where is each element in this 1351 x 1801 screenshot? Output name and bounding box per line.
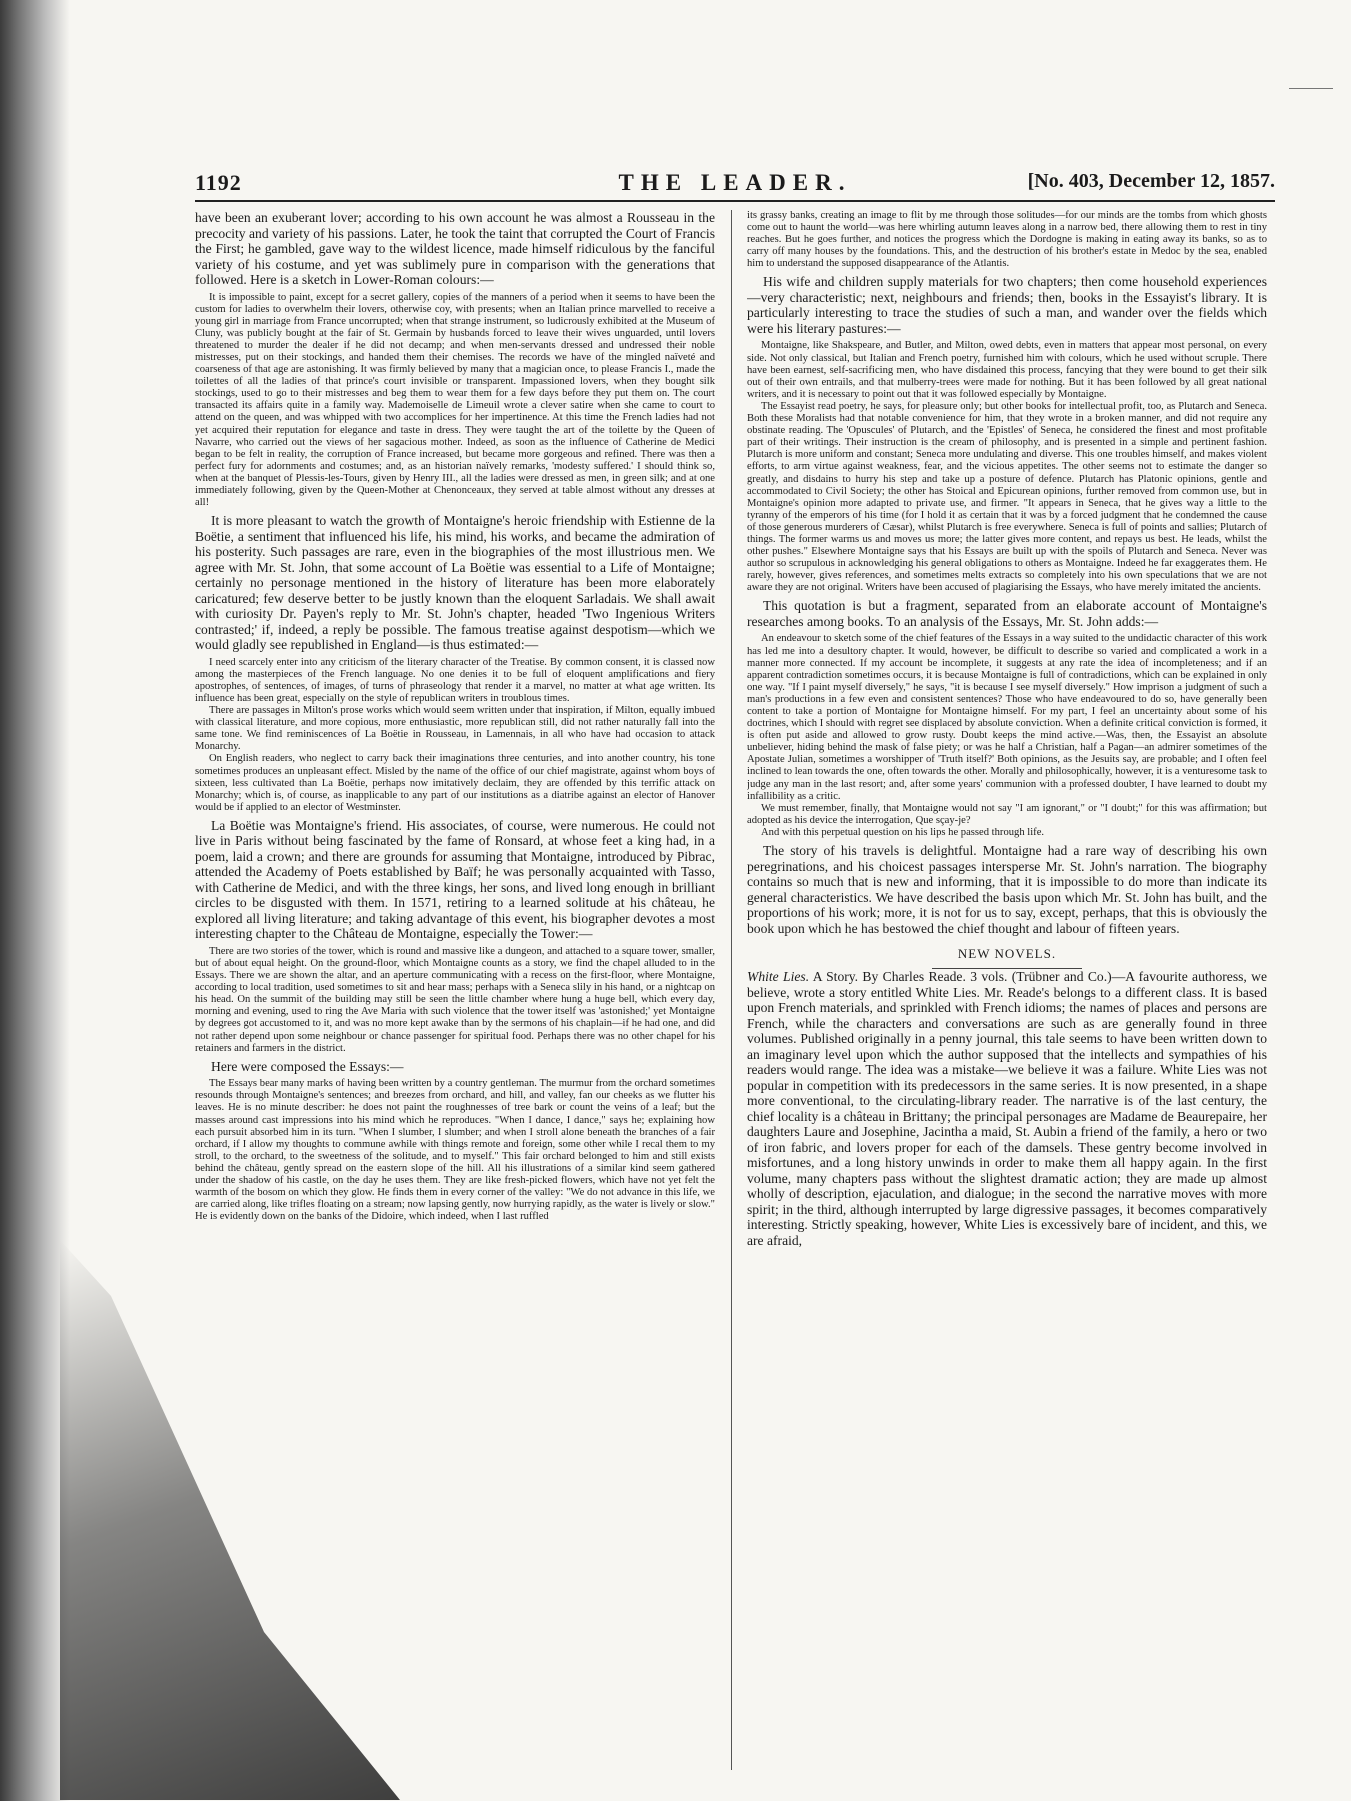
review-text: A Story. By Charles Reade. 3 vols. (Trübner and Co.)—A favourite authoress, we believe, wrote a story entitled White Lies. Mr. Reade's belongs to a different class. It is based upon French materials, and sprinkled with French idioms; the names of places and persons are French, while the characters and conversations are such as are generally found in three volumes. Published originally in a penny journal, this tale seems to have been written down to an imaginary level upon which the author supposed that the intellects and sympathies of his readers would range. The idea was a mistake—we believe it was a failure. White Lies was not popular in competition with its predecessors in the same series. It is now presented, in a shape more conventional, to the circulating-library reader. The narrative is of the last century, the chief locality is a château in Brittany; the principal personages are Madame de Beaurepaire, her daughters Laure and Josephine, Jacintha a maid, St. Aubin a friend of the family, a hero or two of iron fabric, and lovers proper for each of the damsels. These gentry become involved in misfortunes, and a long history unwinds in order to make them all happy again. In the first volume, many chapters pass without the slightest dramatic action; they are made up almost wholly of description, ejaculation, and dialogue; in the second the narrative moves with more spirit; in the third, although interrupted by large digressive passages, it becomes comparatively interesting. Strictly speaking, however, White Lies is excessively bare of incident, and this, we are afraid,: [747, 969, 1267, 1248]
body-paragraph: His wife and children supply materials for two chapters; then come household experiences—very characteristic; next, neighbours and friends; then, books in the Essayist's library. It is particularly interesting to trace the studies of such a man, and wander over the fields which were his literary pastures:—: [747, 274, 1267, 336]
body-paragraph: have been an exuberant lover; according to his own account he was almost a Rousseau in the precocity and variety of his passions. Later, he took the taint that corrupted the Court of Francis the First; he gambled, gave way to the wildest licence, made himself ridiculous by the fanciful variety of his costume, and yet was sublimely pure in comparison with the generations that followed. Here is a sketch in Lower-Roman colours:—: [195, 210, 715, 287]
columns: [195, 210, 1275, 1785]
body-paragraph: La Boëtie was Montaigne's friend. His associates, of course, were numerous. He could not live in Paris without being fascinated by the fame of Ronsard, at whose feet a king had, in a poem, laid a crown; and there are grounds for assuming that Montaigne, introduced by Pibrac, attended the Academy of Poets established by Baïf; he was personally acquainted with Tasso, with Catherine de Medici, and with the three kings, her sons, and lived long enough in brilliant circles to be disgusted with them. In 1571, retiring to a learned solitude at his château, he explored all living literature; and taking advantage of this event, his biographer devotes a most interesting chapter to the Château de Montaigne, especially the Tower:—: [195, 817, 715, 942]
masthead: THE LEADER.: [618, 170, 852, 195]
quoted-extract: On English readers, who neglect to carry back their imaginations three centuries, and into another country, his tone sometimes produces an unpleasant effect. Misled by the name of the office of our chief magistrate, against whom boys of sixteen, less cultivated than La Boëtie, perhaps now imitatively declaim, they are offended by this terrific attack on Monarchy; which is, of course, as inapplicable to any part of our institutions as a diatribe against an elector of Hanover would be if applied to an elector of Westminster.: [195, 753, 715, 813]
body-paragraph: This quotation is but a fragment, separated from an elaborate account of Montaigne's researches among books. To an analysis of the Essays, Mr. St. John adds:—: [747, 598, 1267, 629]
body-paragraph: The story of his travels is delightful. Montaigne had a rare way of describing his own peregrinations, and his choicest passages intersperse Mr. St. John's narration. The biography contains so much that is new and informing, that it is impossible to do more than indicate its general characteristics. We have described the basis upon which Mr. St. John has built, and the proportions of his work; more, it is not for us to say, except, perhaps, that this is obviously the book upon which he has bestowed the chief thought and labour of fifteen years.: [747, 843, 1267, 936]
quoted-extract: I need scarcely enter into any criticism of the literary character of the Treatise. By common consent, it is classed now among the masterpieces of the French language. No one denies it to be full of eloquent amplifications and fiery apostrophes, of sentences, of images, of turns of phraseology that render it a marvel, no matter at what age written. Its influence has been great, especially on the style of republican writers in troublous times.: [195, 656, 715, 704]
page-header: [195, 170, 1275, 202]
quoted-extract: its grassy banks, creating an image to flit by me through those solitudes—for our minds are the tombs from which ghosts come out to haunt the world—was here whirling autumn leaves along in a narrow bed, there allowing them to rest in tiny reaches. But he goes further, and notices the progress which the Dordogne is making in eating away its banks, so as to carry off many houses by the foundations. This, and the destruction of his brother's estate in Medoc by the sea, enabled him to understand the supposed disappearance of the Atlantis.: [747, 210, 1267, 270]
quoted-extract: An endeavour to sketch some of the chief features of the Essays in a way suited to the undidactic character of this work has led me into a desultory chapter. It would, however, be difficult to describe so varied and complicated a work in a manner more connected. If my account be incomplete, it suggests at any rate the idea of incompleteness; and if an apparent contradiction sometimes occurs, it is because Montaigne is full of contradictions, which can be explained in only one way. "If I paint myself diversely," he says, "it is because I see myself diversely." How imprison a judgment of such a man's productions in a few even and consistent sentences? Those who have endeavoured to do so, have generally been content to take a portion of Montaigne for Montaigne himself. For my part, I feel an uncertainty about some of his doctrines, which I should with regret see displaced by absolute conviction. When a definite critical conviction is formed, it is often put aside and allowed to grow rusty. Doubt keeps the mind active.—Was, then, the Essayist an absolute unbeliever, hiding behind the mask of false piety; or was he half a Christian, half a Pagan—an admirer sometimes of the Apostate Julian, sometimes a worshipper of 'Truth itself?' Both opinions, as the Jesuits say, are probable; and I often feel inclined to lean towards the one, often towards the other. Morally and philosophically, however, it is a venturesome task to judge any man in the last resort; and, after some years' communion with a professed doubter, I have learned to doubt my infallibility as a critic.: [747, 633, 1267, 802]
newspaper-page: [195, 170, 1275, 1785]
right-column: [747, 210, 1267, 1785]
corner-mark: [1289, 88, 1333, 89]
body-paragraph: It is more pleasant to watch the growth of Montaigne's heroic friendship with Estienne de la Boëtie, a sentiment that influenced his life, his mind, his works, and became the admiration of his posterity. Such passages are rare, even in the biographies of the most illustrious men. We agree with Mr. St. John, that some account of La Boëtie was essential to a Life of Montaigne; certainly no personage mentioned in the history of literature has been more elaborately caricatured; few deserve better to be justly known than the eloquent Sarladais. We shall await with curiosity Dr. Payen's reply to Mr. St. John's chapter, headed 'Two Ingenious Writers contrasted;' if, indeed, a reply be possible. The famous treatise against despotism—which we would gladly see republished in England—is thus estimated:—: [195, 513, 715, 653]
book-review: [747, 969, 1267, 1248]
section-heading: NEW NOVELS.: [957, 946, 1057, 962]
page-number: 1192: [195, 170, 242, 195]
book-binding-shadow: [0, 0, 70, 1801]
body-paragraph: Here were composed the Essays:—: [211, 1058, 404, 1074]
quoted-extract: Montaigne, like Shakspeare, and Butler, and Milton, owed debts, even in matters that appear most personal, on every side. Not only classical, but Italian and French poetry, furnished him with colours, which he used without scruple. There have been earnest, self-sacrificing men, who have disdained this process, fancying that they were bound to get their silk out of their own entrails, and that mulberry-trees were made for nothing. But it has been followed by all great national writers, and it is necessary to point out that it was followed especially by Montaigne.: [747, 340, 1267, 400]
quoted-extract: The Essayist read poetry, he says, for pleasure only; but other books for intellectual profit, too, as Plutarch and Seneca. Both these Moralists had that notable convenience for him, that they wrote in a broken manner, and did not require any obstinate reading. The 'Opuscules' of Plutarch, and the 'Epistles' of Seneca, he considered the finest and most profitable part of their writings. Their instruction is the cream of philosophy, and is presented in a simple and pertinent fashion. Plutarch is more uniform and constant; Seneca more undulating and diverse. This one troubles himself, and makes violent efforts, to arm virtue against weakness, fear, and the vicious appetites. The other seems not to estimate the danger so greatly, and disdains to hurry his step and take up a posture of defence. Plutarch has Platonic opinions, gentle and accommodated to Civil Society; the other has Stoical and Epicurean opinions, further removed from common use, but in Montaigne's opinion more adapted to private use, and firmer. "It appears in Seneca, that he gives way a little to the tyranny of the emperors of his time (for I hold it as certain that it was by a forced judgment that he condemned the cause of those generous murderers of Cæsar), whilst Plutarch is free everywhere. Seneca is full of points and sallies; Plutarch of things. The former warms us and moves us more; the latter gives more content, and repays us best. He leads, whilst the other pushes." Elsewhere Montaigne says that his Essays are built up with the spoils of Plutarch and Seneca. Never was author so scrupulous in acknowledging his general obligations to others as Montaigne. Indeed he far exaggerates them. He rarely, however, gives references, and sometimes melts extracts so completely into his own speculations that we are not aware they are not original. Writers have been accused of plagiarising the Essays, who have merely imitated the ancients.: [747, 400, 1267, 594]
quoted-extract: There are two stories of the tower, which is round and massive like a dungeon, and attached to a square tower, smaller, but of about equal height. On the ground-floor, which Montaigne counts as a story, we find the chapel alluded to in the Essays. There we are shown the altar, and an aperture communicating with a recess on the first-floor, where Montaigne, according to local tradition, used sometimes to sit and hear mass; perhaps with a Seneca slily in his hand, or a nightcap on his head. On the summit of the building may still be seen the little chamber where hung a huge bell, which every day, morning and evening, used to ring the Ave Maria with such violence that the tower itself was 'astonished;' yet Montaigne by degrees got accustomed to it, and was no more kept awake than by the sermons of his chaplain—if he had one, and did not rather depend upon some neighbour or chance passenger for spiritual food. Perhaps there was no other chapel for his retainers and farmers in the district.: [195, 945, 715, 1054]
quoted-extract: We must remember, finally, that Montaigne would not say "I am ignorant," or "I doubt;" for this was affirmation; but adopted as his device the interrogation, Que sçay-je?: [747, 802, 1267, 826]
quoted-extract: The Essays bear many marks of having been written by a country gentleman. The murmur from the orchard sometimes resounds through Montaigne's sentences; and breezes from orchard, and hill, and valley, fan our cheeks as we flutter his leaves. He is no minute describer: he does not paint the roughnesses of tree bark or count the veins of a leaf; but the masses around cast impressions into his mind which he reproduces. "When I dance, I dance," says he; explaining how each pursuit absorbed him in its turn. "When I slumber, I slumber; and when I stroll alone beneath the branches of a fair orchard, if I allow my thoughts to commune awhile with things remote and foreign, some other while I recal them to my stroll, to the orchard, to the sweetness of the solitude, and to myself." This fair orchard belonged to him and still exists behind the château, gently spread on the eastern slope of the hill. All his illustrations of a similar kind seem gathered under the shadow of his castle, on the day he uses them. They are like fresh-picked flowers, which have not yet felt the warmth of the bosom on which they glow. He finds them in every corner of the valley: "We do not advance in this life, we are carried along, like trifles floating on a stream; now lapsing gently, now hurrying rapidly, as the water is lively or slow." He is evidently down on the banks of the Didoire, which indeed, when I last ruffled: [195, 1078, 715, 1223]
issue-date: [No. 403, December 12, 1857.: [1027, 170, 1275, 192]
quoted-extract: There are passages in Milton's prose works which would seem written under that inspiration, if Milton, equally imbued with classical literature, and more copious, more enthusiastic, more republican still, did not rather naturally fall into the same tone. We find reminiscences of La Boëtie in Rousseau, in Lamennais, in all who have had occasion to attack Monarchy.: [195, 705, 715, 753]
quoted-extract: And with this perpetual question on his lips he passed through life.: [761, 826, 1045, 838]
quoted-extract: It is impossible to paint, except for a secret gallery, copies of the manners of a period when it seems to have been the custom for ladies to overwhelm their lovers, otherwise coy, with presents; when an Italian prince marvelled to receive a young girl in marriage from France uncorrupted; when that strange instrument, so ludicrously exhibited at the Museum of Cluny, was publicly bought at the fair of St. Germain by husbands forced to leave their wives unguarded, until lovers threatened to murder the dealer if he did not decamp; and when men-servants dressed and undressed their noble mistresses, put on their stockings, and handed them their chemises. The records we have of the mingled naïveté and coarseness of that age are astonishing. It was firmly believed by many that a magician once, to please Francis I., made the toilettes of all the ladies of that prince's court invisible or transparent. Impassioned lovers, when they bought silk stockings, used to go to their mistresses and beg them to wear them for a few days before they put them on. The court transacted its affairs quite in a family way. Mademoiselle de Limeuil wrote a clever satire when she came to court to attend on the queen, and was whipped with two accomplices for her impertinence. At this time the French ladies had not yet acquired their reputation for elegance and taste in dress. They were taught the art of the toilette by the Queen of Navarre, who carried out the views of her sagacious mother. Indeed, as soon as the influence of Catherine de Medici began to be felt in reality, the corruption of France increased, but became more gorgeous and refined. There was then a perfect fury for adornments and costumes; and, as an historian naïvely remarks, 'modesty suffered.' I should think so, when at the banquet of Plessis-les-Tours, given by Henry III., all the ladies were dressed as men, in green silk; and at one immediately following, given by the Queen-Mother at Chenonceaux, they served at table almost without any dresses at all!: [195, 291, 715, 509]
column-rule: [731, 210, 732, 1770]
book-title: White Lies.: [747, 969, 810, 985]
left-column: [195, 210, 715, 1785]
